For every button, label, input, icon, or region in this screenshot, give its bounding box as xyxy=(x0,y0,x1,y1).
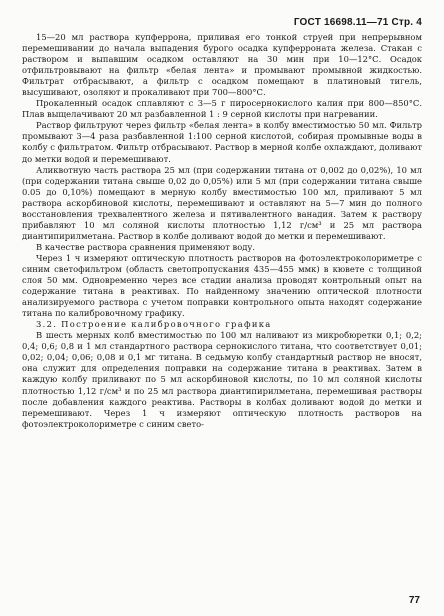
paragraph-2: Прокаленный осадок сплавляют с 3—5 г пиросернокислого калия при 800—850°С. Плав выщелачивают 20 мл разбавленной 1 : 9 серной кислоты при нагревании. xyxy=(22,98,422,120)
section-heading: 3.2. Построение калибровочного графика xyxy=(36,319,272,330)
page-number: 77 xyxy=(408,595,420,606)
page-header: ГОСТ 16698.11—71 Стр. 4 xyxy=(293,17,422,28)
paragraph-3: Раствор фильтруют через фильтр «белая лента» в колбу вместимостью 50 мл. Фильтр промывают 3—4 раза разбавленной 1:100 серной кислотой, собирая промывные воды в колбу с фильтратом. Фильтр отбрасывают. Раствор в мерной колбе охлаждают, доливают до метки водой и перемешивают. xyxy=(22,120,422,164)
body-text xyxy=(22,32,422,430)
paragraph-5: В качестве раствора сравнения применяют воду. xyxy=(36,241,256,252)
paragraph-7: В шесть мерных колб вместимостью по 100 мл наливают из микробюретки 0,1; 0,2; 0,4; 0,6; 0,8 и 1 мл стандартного раствора сернокислого титана, что соответствует 0,01; 0,02; 0,04; 0,06; 0,08 и 0,1 мг титана. В седьмую колбу стандартный раствор не вносят, она служит для определения поправки на содержание титана в реактивах. Затем в каждую колбу приливают по 5 мл аскорбиновой кислоты, по 10 мл соляной кислоты плотностью 1,12 г/см³ и по 25 мл раствора диантипирилметана, перемешивая растворы после добавления каждого реактива. Растворы в колбах доливают водой до метки и перемешивают. Через 1 ч измеряют оптическую плотность растворов на фотоэлектроколориметре с синим свето- xyxy=(22,330,422,429)
paragraph-6: Через 1 ч измеряют оптическую плотность растворов на фотоэлектроколориметре с синим светофильтром (область светопропускания 435—455 ммк) в кювете с толщиной слоя 50 мм. Одновременно через все стадии анализа проводят контрольный опыт на содержание титана в реактивах. По найденному значению оптической плотности анализируемого раствора с учетом поправки контрольного опыта находят содержание титана по калибровочному графику. xyxy=(22,252,422,319)
paragraph-1: 15—20 мл раствора купферрона, приливая его тонкой струей при непрерывном перемешивании до начала выпадения бурого осадка купферроната железа. Стакан с раствором и выпавшим осадком оставляют на 30 мин при 10—12°С. Осадок отфильтровывают на фильтр «белая лента» и промывают промывной жидкостью. Фильтрат отбрасывают, а фильтр с осадком помещают в платиновый тигель, высушивают, озоляют и прокаливают при 700—800°С. xyxy=(22,32,422,98)
paragraph-4: Аликвотную часть раствора 25 мл (при содержании титана от 0,002 до 0,02%), 10 мл (при содержании титана свыше 0,02 до 0,05%) или 5 мл (при содержании титана свыше 0.05 до 0,10%) помещают в мерную колбу вместимостью 100 мл, приливают 5 мл раствора аскорбиновой кислоты, перемешивают и оставляют на 5—7 мин до полного восстановления трехвалентного железа и пятивалентного ванадия. Затем к раствору прибавляют 10 мл соляной кислоты плотностью 1,12 г/см³ и 25 мл раствора диантипирилметана. Раствор в колбе доливают водой до метки и перемешивают. xyxy=(22,164,422,241)
